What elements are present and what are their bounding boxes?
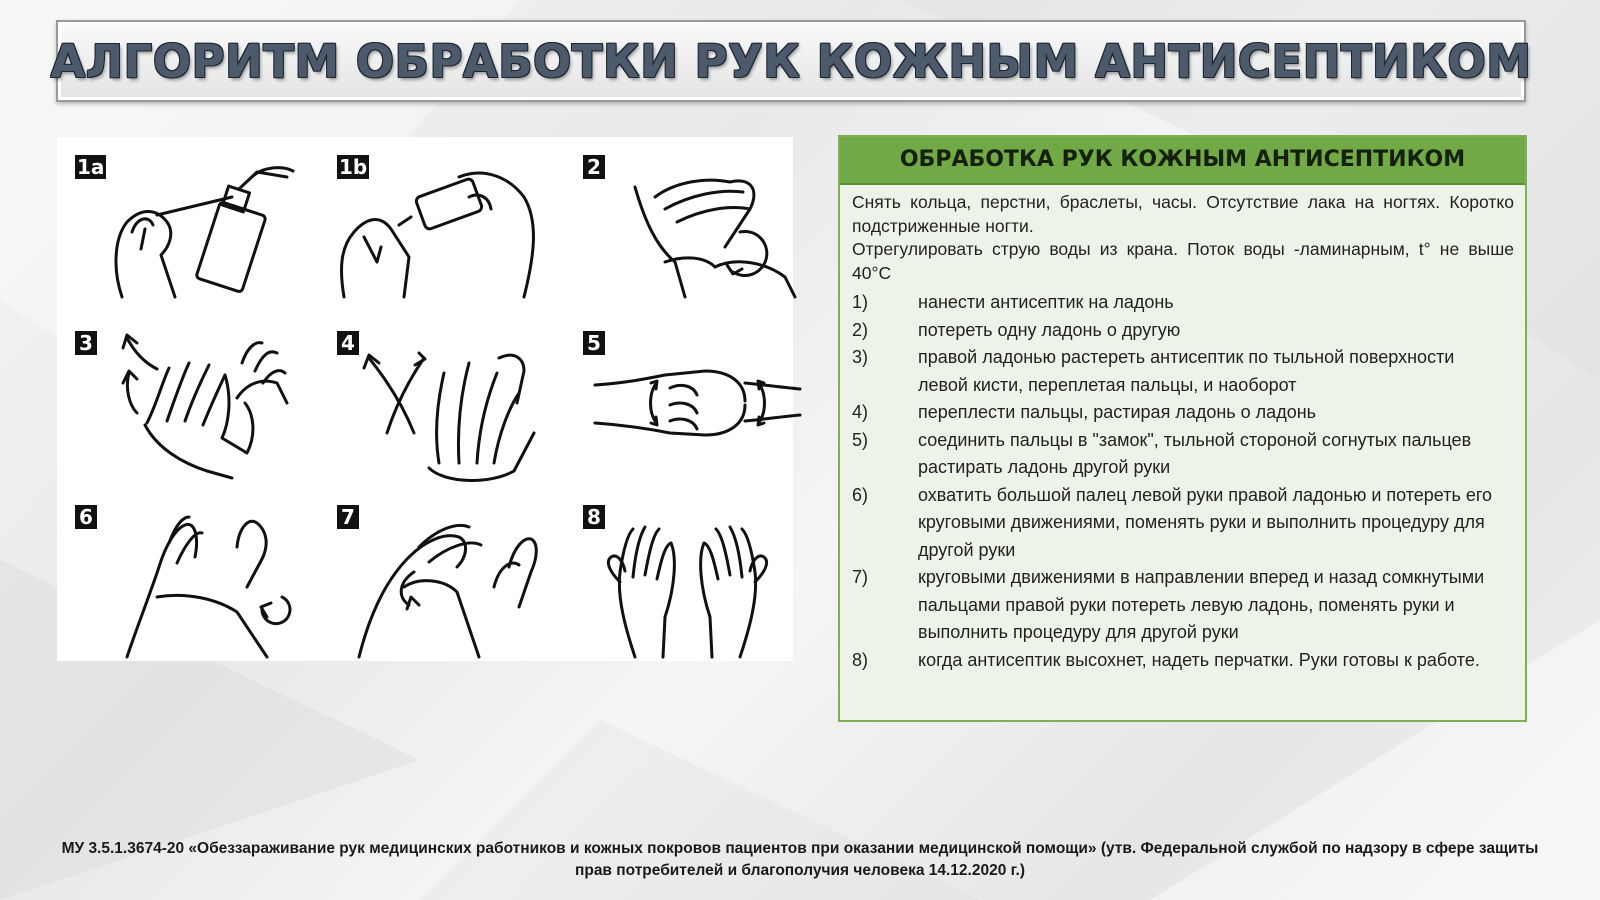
step-badge: 5: [583, 331, 605, 355]
step-badge: 4: [337, 331, 359, 355]
step-text: правой ладонью растереть антисептик по тыльной поверхности левой кисти, переплетая пальцы, и наоборот: [918, 347, 1455, 395]
step-4-figure: [319, 313, 564, 487]
step-1b-figure: [319, 137, 564, 311]
step-8-figure: [565, 487, 810, 661]
step-badge: 1b: [339, 155, 368, 179]
list-item: [852, 647, 1514, 675]
step-text: нанести антисептик на ладонь: [918, 292, 1174, 312]
hand-hygiene-illustration: [57, 137, 793, 661]
list-item: [852, 289, 1514, 317]
panel-body: [840, 185, 1525, 674]
step-1a-figure: [57, 137, 302, 311]
footer-reference: МУ 3.5.1.3674-20 «Обеззараживание рук медицинских работников и кожных покровов пациентов при оказании медицинской помощи» (утв. Федеральной службой по надзору в сфере защиты прав потребителей и благополучия человека 14.12.2020 г.): [61, 840, 1539, 879]
step-badge: 3: [75, 331, 97, 355]
intro-text-2: Отрегулировать струю воды из крана. Поток воды -ламинарным, t° не выше 40°C: [852, 239, 1514, 283]
step-number: 7): [852, 567, 869, 587]
step-number: 3): [852, 347, 869, 367]
step-2-figure: [565, 137, 810, 311]
step-badge: 1a: [77, 155, 105, 179]
step-number: 4): [852, 402, 869, 422]
step-text: когда антисептик высохнет, надеть перчатки. Руки готовы к работе.: [918, 649, 1480, 670]
step-text: потереть одну ладонь о другую: [918, 319, 1181, 340]
step-number: 5): [852, 429, 869, 450]
intro-text-1: Снять кольца, перстни, браслеты, часы. Отсутствие лака на ногтях. Коротко подстриженные ногти.: [852, 192, 1514, 236]
step-number: 2): [852, 319, 869, 340]
list-item: [852, 482, 1514, 565]
list-item: [852, 399, 1514, 427]
step-6-figure: [57, 487, 302, 661]
list-item: [852, 564, 1514, 647]
step-badge: 7: [337, 505, 359, 529]
list-item: [852, 317, 1514, 345]
list-item: [852, 344, 1514, 399]
instructions-panel: [838, 135, 1527, 722]
step-badge: 2: [583, 155, 605, 179]
step-7-figure: [319, 487, 564, 661]
title-banner: [50, 20, 1532, 102]
step-number: 8): [852, 649, 869, 670]
panel-header: ОБРАБОТКА РУК КОЖНЫМ АНТИСЕПТИКОМ: [840, 137, 1525, 185]
step-number: 6): [852, 484, 869, 505]
step-text: соединить пальцы в "замок", тыльной стороной согнутых пальцев растирать ладонь другой руки: [918, 429, 1472, 477]
step-number: 1): [852, 292, 869, 312]
step-3-figure: [57, 313, 302, 487]
step-badge: 8: [583, 505, 605, 529]
step-text: круговыми движениями в направлении вперед и назад сомкнутыми пальцами правой руки потереть левую ладонь, поменять руки и выполнить процедуру для другой руки: [918, 567, 1485, 642]
steps-list: [852, 289, 1514, 674]
page-title: АЛГОРИТМ ОБРАБОТКИ РУК КОЖНЫМ АНТИСЕПТИКОМ: [50, 34, 1532, 88]
step-badge: 6: [75, 505, 97, 529]
step-5-figure: [565, 313, 810, 487]
list-item: [852, 427, 1514, 482]
step-text: охватить большой палец левой руки правой ладонью и потереть его круговыми движениями, поменять руки и выполнить процедуру для другой руки: [918, 484, 1493, 560]
step-text: переплести пальцы, растирая ладонь о ладонь: [918, 402, 1317, 422]
